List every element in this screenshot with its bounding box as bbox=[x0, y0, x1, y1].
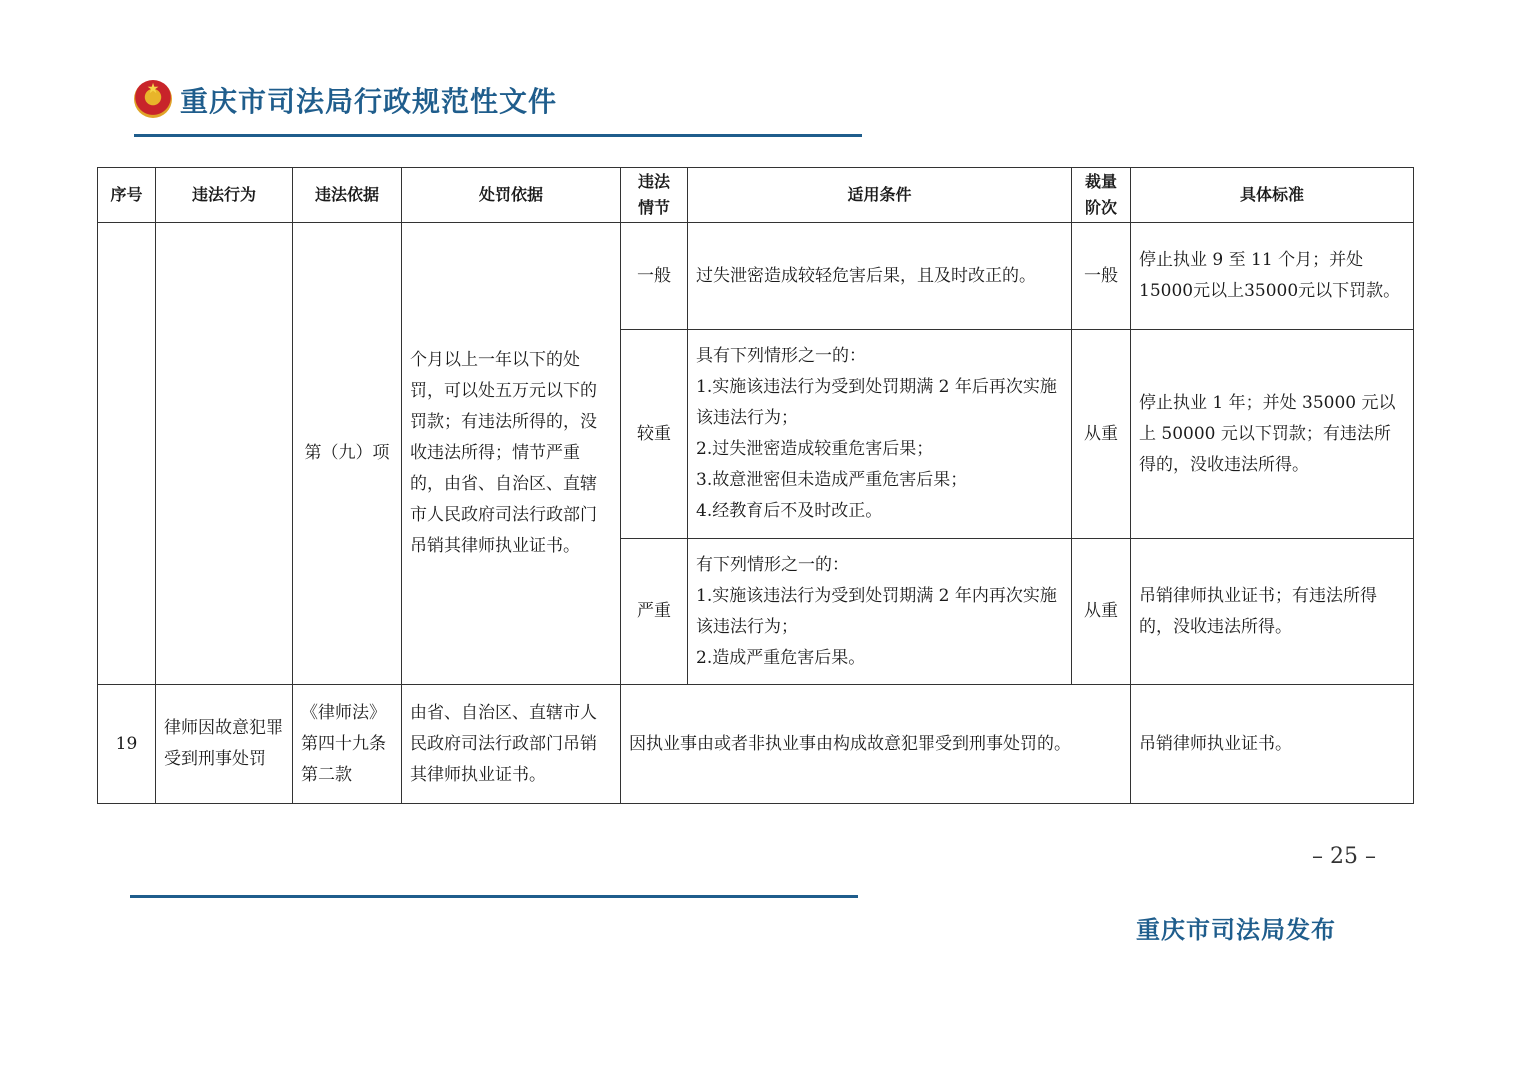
condition-line: 4.经教育后不及时改正。 bbox=[696, 501, 883, 521]
severity-cell: 一般 bbox=[621, 223, 688, 330]
column-header-penalty-basis: 处罚依据 bbox=[402, 168, 621, 223]
row-num-cell bbox=[98, 223, 156, 685]
table-row bbox=[98, 685, 1414, 804]
row-num-cell: 19 bbox=[98, 685, 156, 804]
basis-cell: 第（九）项 bbox=[293, 223, 402, 685]
condition-line: 2.造成严重危害后果。 bbox=[696, 647, 866, 668]
standard-cell: 停止执业 9 至 11 个月；并处 15000元以上35000元以下罚款。 bbox=[1131, 223, 1414, 330]
column-header-standard: 具体标准 bbox=[1131, 168, 1414, 223]
footer-divider bbox=[130, 895, 858, 898]
standard-cell: 吊销律师执业证书；有违法所得的，没收违法所得。 bbox=[1131, 539, 1414, 685]
condition-line: 有下列情形之一的： bbox=[696, 554, 849, 575]
conditions-cell bbox=[688, 223, 1072, 330]
column-header-num: 序号 bbox=[98, 168, 156, 223]
level-cell: 一般 bbox=[1072, 223, 1131, 330]
condition-line: 1.实施该违法行为受到处罚期满 2 年内再次实施该违法行为； bbox=[696, 585, 1057, 637]
conditions-cell bbox=[688, 539, 1072, 685]
standard-cell: 停止执业 1 年；并处 35000 元以上 50000 元以下罚款；有违法所得的，没收违法所得。 bbox=[1131, 330, 1414, 539]
header-divider bbox=[134, 134, 862, 137]
conditions-cell: 因执业事由或者非执业事由构成故意犯罪受到刑事处罚的。 bbox=[621, 685, 1131, 804]
document-title: 重庆市司法局行政规范性文件 bbox=[180, 85, 558, 118]
condition-line: 3.故意泄密但未造成严重危害后果； bbox=[696, 470, 968, 490]
level-cell: 从重 bbox=[1072, 539, 1131, 685]
penalty-basis-cell: 个月以上一年以下的处罚，可以处五万元以下的罚款；有违法所得的，没收违法所得；情节严重的，由省、自治区、直辖市人民政府司法行政部门吊销其律师执业证书。 bbox=[402, 223, 621, 685]
table-row bbox=[98, 223, 1414, 330]
level-cell: 从重 bbox=[1072, 330, 1131, 539]
column-header-basis: 违法依据 bbox=[293, 168, 402, 223]
behavior-cell bbox=[156, 223, 293, 685]
basis-cell: 《律师法》第四十九条第二款 bbox=[293, 685, 402, 804]
severity-cell: 较重 bbox=[621, 330, 688, 539]
condition-line: 2.过失泄密造成较重危害后果； bbox=[696, 439, 934, 459]
document-header bbox=[134, 78, 862, 140]
behavior-cell: 律师因故意犯罪受到刑事处罚 bbox=[156, 685, 293, 804]
column-header-level: 裁量 阶次 bbox=[1072, 168, 1131, 223]
condition-line: 1.实施该违法行为受到处罚期满 2 年后再次实施该违法行为； bbox=[696, 377, 1057, 428]
standard-cell: 吊销律师执业证书。 bbox=[1131, 685, 1414, 804]
condition-line: 过失泄密造成较轻危害后果，且及时改正的。 bbox=[696, 265, 1036, 286]
page-number: – 25 – bbox=[1312, 844, 1376, 869]
condition-line: 具有下列情形之一的： bbox=[696, 346, 866, 366]
conditions-cell bbox=[688, 330, 1072, 539]
column-header-behavior: 违法行为 bbox=[156, 168, 293, 223]
column-header-severity: 违法 情节 bbox=[621, 168, 688, 223]
column-header-conditions: 适用条件 bbox=[688, 168, 1072, 223]
penalty-basis-cell: 由省、自治区、直辖市人民政府司法行政部门吊销其律师执业证书。 bbox=[402, 685, 621, 804]
national-emblem-icon bbox=[134, 80, 172, 118]
table-header-row bbox=[98, 168, 1414, 223]
penalty-standards-table bbox=[97, 167, 1414, 804]
publisher-label: 重庆市司法局发布 bbox=[1136, 916, 1336, 944]
severity-cell: 严重 bbox=[621, 539, 688, 685]
